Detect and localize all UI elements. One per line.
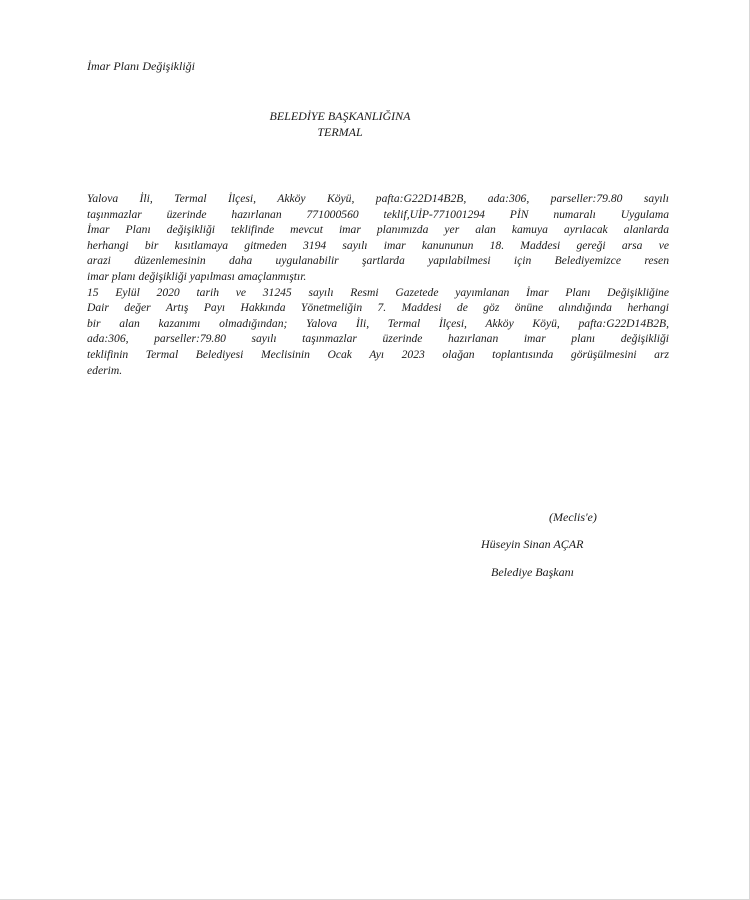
addressee-block [0,108,680,140]
signatory-title: Belediye Başkanı [491,565,574,579]
body-line: herhangi bir kısıtlamaya gitmeden 3194 sayılı imar kanununun 18. Maddesi gereği arsa ve [87,238,669,252]
document-subject: İmar Planı Değişikliği [87,59,195,73]
paragraph-2 [87,285,669,379]
body-line: bir alan kazanımı olmadığından; Yalova İli, Termal İlçesi, Akköy Köyü, pafta:G22D14B2B, [87,316,669,330]
body-line: ada:306, parseller:79.80 sayılı taşınmazlar üzerinde hazırlanan imar planı değişikliği [87,332,669,346]
body-line: teklifinin Termal Belediyesi Meclisinin Ocak Ayı 2023 olağan toplantısında görüşülmesini arz [87,347,669,361]
addressee-line-2: TERMAL [317,125,363,139]
document-body [87,191,669,378]
body-line: imar planı değişikliği yapılması amaçlanmıştır. [87,269,307,283]
signatory-name: Hüseyin Sinan AÇAR [481,537,584,551]
paragraph-1 [87,191,669,285]
body-line: taşınmazlar üzerinde hazırlanan 771000560 teklif,UİP-771001294 PİN numaralı Uygulama [87,207,669,221]
body-line: ederim. [87,363,123,377]
body-line: arazi düzenlemesinin daha uygulanabilir şartlarda yapılabilmesi için Belediyemizce resen [87,254,669,268]
signature-note: (Meclis'e) [549,510,597,524]
body-line: 15 Eylül 2020 tarih ve 31245 sayılı Resmi Gazetede yayımlanan İmar Planı Değişikliğine [87,285,669,299]
body-line: Yalova İli, Termal İlçesi, Akköy Köyü, pafta:G22D14B2B, ada:306, parseller:79.80 sayılı [87,192,669,205]
body-line: Dair değer Artış Payı Hakkında Yönetmeliğin 7. Maddesi de göz önüne alındığında herhangi [87,301,669,315]
body-line: İmar Planı değişikliği teklifinde mevcut imar planımızda yer alan kamuya ayrılacak alanlarda [87,223,669,237]
addressee-line-1: BELEDİYE BAŞKANLIĞINA [269,109,411,123]
